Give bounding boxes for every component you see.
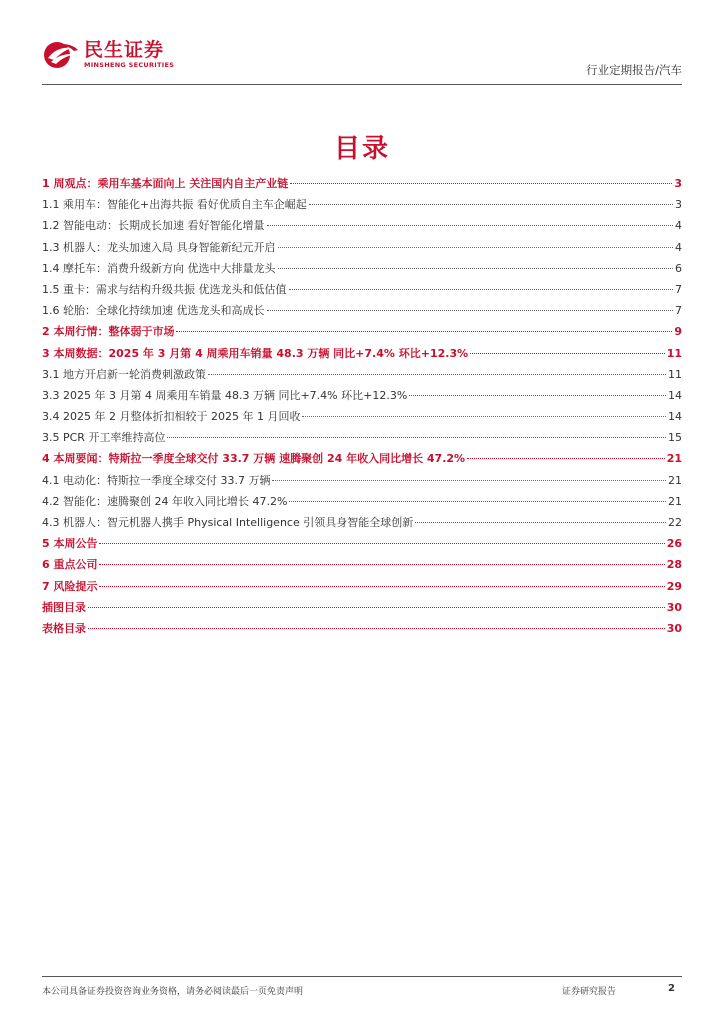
toc-dot-leader xyxy=(278,247,674,248)
toc-entry-label: 1.3 机器人：龙头加速入局 具身智能新纪元开启 xyxy=(42,240,276,254)
toc-entry-label: 1.5 重卡：需求与结构升级共振 优选龙头和低估值 xyxy=(42,282,287,296)
toc-dot-leader xyxy=(267,225,674,226)
toc-entry-label: 7 风险提示 xyxy=(42,579,98,593)
toc-entry-label: 3.3 2025 年 3 月第 4 周乘用车销量 48.3 万辆 同比+7.4% 环比+12.3% xyxy=(42,388,408,402)
toc-entry-page: 22 xyxy=(668,516,682,529)
toc-entry-chapter[interactable] xyxy=(42,448,682,469)
toc-entry-label: 3 本周数据：2025 年 3 月第 4 周乘用车销量 48.3 万辆 同比+7.4% 环比+12.3% xyxy=(42,346,469,360)
toc-entry-page: 30 xyxy=(666,621,682,635)
toc-entry-label: 4.2 智能化：速腾聚创 24 年收入同比增长 47.2% xyxy=(42,494,288,508)
toc-dot-leader xyxy=(470,353,665,354)
toc-entry-section[interactable] xyxy=(42,406,682,427)
toc-entry-label: 4.1 电动化：特斯拉一季度全球交付 33.7 万辆 xyxy=(42,473,271,487)
toc-entry-page: 3 xyxy=(674,177,682,190)
toc-entry-section[interactable] xyxy=(42,512,682,533)
toc-entry-label: 3.1 地方开启新一轮消费刺激政策 xyxy=(42,367,206,381)
toc-entry-chapter[interactable] xyxy=(42,533,682,554)
toc-entry-label: 1 周观点：乘用车基本面向上 关注国内自主产业链 xyxy=(42,177,289,190)
toc-entry-page: 14 xyxy=(668,388,682,402)
toc-dot-leader xyxy=(176,331,672,332)
toc-dot-leader xyxy=(290,183,672,184)
toc-entry-label: 6 重点公司 xyxy=(42,558,98,572)
toc-entry-label: 1.4 摩托车：消费升级新方向 优选中大排量龙头 xyxy=(42,261,276,275)
toc-entry-page: 6 xyxy=(675,261,682,275)
toc-entry-label: 1.2 智能电动：长期成长加速 看好智能化增量 xyxy=(42,219,265,233)
footer-divider xyxy=(42,976,682,977)
toc-entry-chapter[interactable] xyxy=(42,597,682,618)
toc-entry-chapter[interactable] xyxy=(42,343,682,364)
toc-entry-chapter[interactable] xyxy=(42,173,682,194)
toc-dot-leader xyxy=(88,628,665,629)
company-logo xyxy=(42,40,174,70)
toc-entry-page: 7 xyxy=(675,304,682,318)
toc-entry-page: 21 xyxy=(666,452,682,466)
toc-title: 目录 xyxy=(333,134,390,164)
toc-entry-label: 插图目录 xyxy=(42,600,86,614)
page-header xyxy=(42,40,682,85)
report-category: 行业定期报告/汽车 xyxy=(586,63,682,77)
toc-dot-leader xyxy=(302,416,666,417)
toc-dot-leader xyxy=(267,310,674,311)
footer-doc-type: 证券研究报告 xyxy=(562,987,617,997)
toc-entry-page: 15 xyxy=(668,431,682,445)
toc-entry-section[interactable] xyxy=(42,491,682,512)
header-divider xyxy=(42,84,682,85)
toc-dot-leader xyxy=(99,564,664,565)
toc-dot-leader xyxy=(467,458,665,459)
toc-dot-leader xyxy=(208,374,666,375)
toc-entry-section[interactable] xyxy=(42,258,682,279)
toc-entry-page: 3 xyxy=(675,198,682,212)
toc-entry-chapter[interactable] xyxy=(42,554,682,575)
toc-entry-label: 3.4 2025 年 2 月整体折扣相较于 2025 年 1 月回收 xyxy=(42,410,301,424)
toc-entry-label: 4.3 机器人：智元机器人携手 Physical Intelligence 引领具身智能全球创新 xyxy=(42,516,414,529)
table-of-contents xyxy=(42,173,682,639)
toc-entry-page: 21 xyxy=(668,473,682,487)
toc-entry-label: 5 本周公告 xyxy=(42,537,98,551)
toc-entry-section[interactable] xyxy=(42,364,682,385)
toc-entry-chapter[interactable] xyxy=(42,321,682,342)
toc-dot-leader xyxy=(167,437,666,438)
toc-entry-page: 11 xyxy=(666,346,682,360)
toc-entry-page: 14 xyxy=(668,410,682,424)
toc-dot-leader xyxy=(278,268,674,269)
toc-entry-section[interactable] xyxy=(42,194,682,215)
toc-entry-section[interactable] xyxy=(42,237,682,258)
toc-dot-leader xyxy=(289,289,674,290)
toc-dot-leader xyxy=(289,501,666,502)
toc-dot-leader xyxy=(409,395,666,396)
page-number: 2 xyxy=(668,983,675,994)
toc-entry-page: 7 xyxy=(675,282,682,296)
toc-entry-page: 29 xyxy=(666,579,682,593)
toc-entry-label: 1.6 轮胎：全球化持续加速 优选龙头和高成长 xyxy=(42,304,265,318)
toc-entry-section[interactable] xyxy=(42,470,682,491)
toc-entry-section[interactable] xyxy=(42,300,682,321)
footer-disclaimer: 本公司具备证券投资咨询业务资格，请务必阅读最后一页免责声明 xyxy=(42,987,304,997)
toc-entry-page: 4 xyxy=(675,240,682,254)
toc-entry-page: 30 xyxy=(666,600,682,614)
toc-entry-chapter[interactable] xyxy=(42,618,682,639)
toc-dot-leader xyxy=(88,607,665,608)
toc-entry-label: 1.1 乘用车：智能化+出海共振 看好优质自主车企崛起 xyxy=(42,198,307,212)
toc-entry-page: 4 xyxy=(675,219,682,233)
toc-entry-section[interactable] xyxy=(42,385,682,406)
toc-entry-label: 3.5 PCR 开工率维持高位 xyxy=(42,431,166,445)
toc-dot-leader xyxy=(272,480,666,481)
toc-entry-section[interactable] xyxy=(42,215,682,236)
minsheng-logo-icon xyxy=(42,40,80,70)
logo-chinese-name: 民生证券 xyxy=(84,39,165,61)
toc-entry-page: 11 xyxy=(668,367,682,381)
toc-entry-label: 2 本周行情：整体弱于市场 xyxy=(42,325,175,339)
toc-entry-page: 21 xyxy=(668,494,682,508)
logo-english-name: MINSHENG SECURITIES xyxy=(84,61,175,69)
toc-dot-leader xyxy=(99,543,664,544)
toc-entry-page: 26 xyxy=(666,537,682,551)
toc-dot-leader xyxy=(99,586,664,587)
toc-entry-chapter[interactable] xyxy=(42,576,682,597)
toc-entry-section[interactable] xyxy=(42,279,682,300)
toc-entry-page: 28 xyxy=(666,558,682,572)
toc-entry-label: 4 本周要闻：特斯拉一季度全球交付 33.7 万辆 速腾聚创 24 年收入同比增长 47.2% xyxy=(42,452,466,466)
toc-dot-leader xyxy=(415,522,666,523)
toc-entry-label: 表格目录 xyxy=(42,621,86,635)
toc-entry-page: 9 xyxy=(674,325,682,339)
toc-entry-section[interactable] xyxy=(42,427,682,448)
toc-dot-leader xyxy=(309,204,673,205)
